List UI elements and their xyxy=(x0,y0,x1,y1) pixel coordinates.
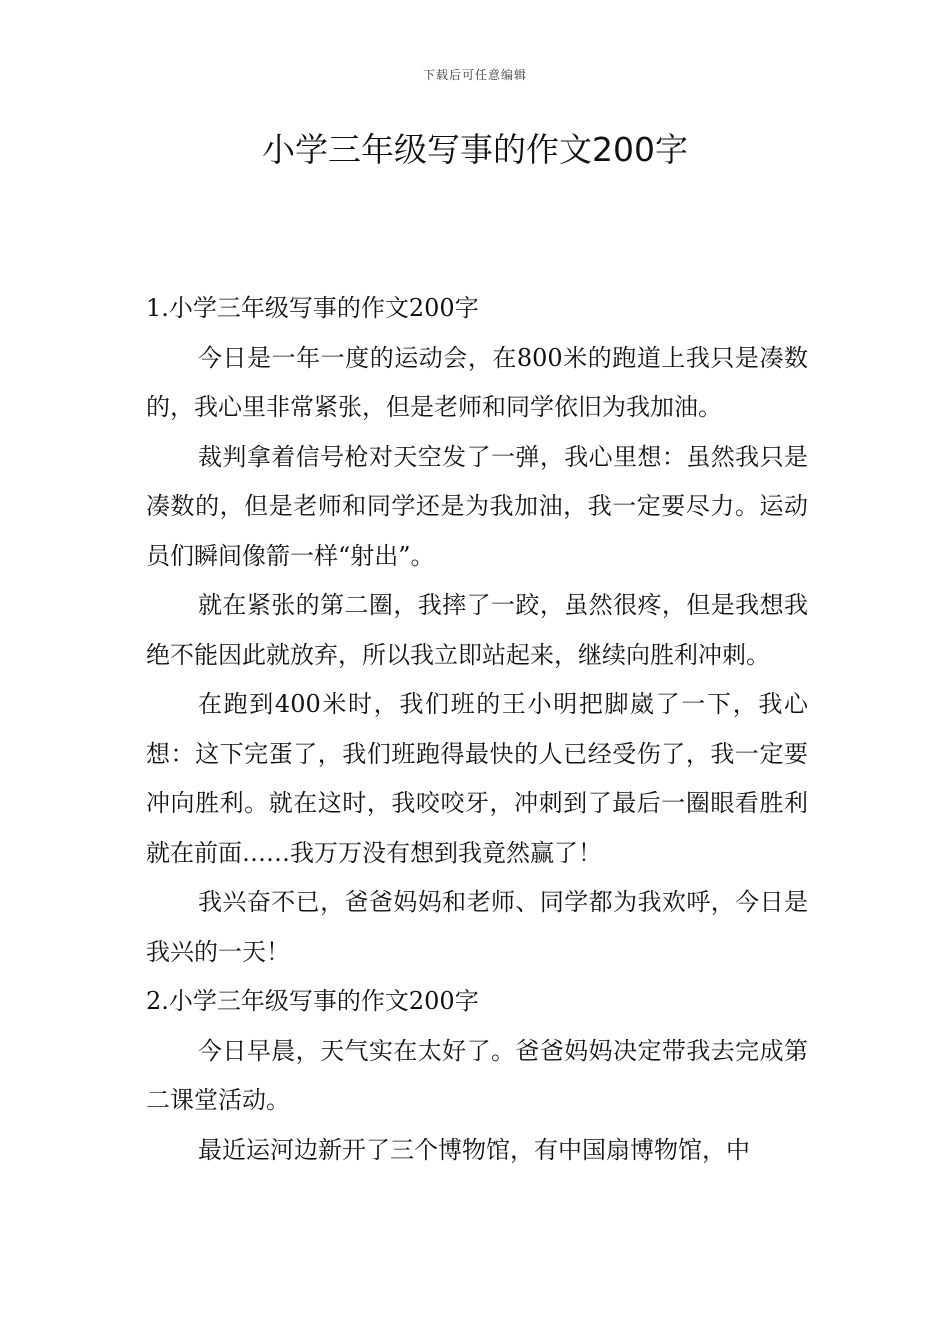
paragraph: 裁判拿着信号枪对天空发了一弹，我心里想：虽然我只是凑数的，但是老师和同学还是为我加油，我一定要尽力。运动员们瞬间像箭一样“射出”。 xyxy=(146,442,808,570)
document-title: 小学三年级写事的作文200字 xyxy=(262,130,688,169)
paragraph: 在跑到400米时，我们班的王小明把脚崴了一下，我心想：这下完蛋了，我们班跑得最快的人已经受伤了，我一定要冲向胜利。就在这时，我咬咬牙，冲刺到了最后一圈眼看胜利就在前面……我万万没有想到我竟然赢了！ xyxy=(146,690,808,867)
document-body xyxy=(146,284,808,1175)
paragraph: 最近运河边新开了三个博物馆，有中国扇博物馆，中 xyxy=(198,1135,750,1164)
section-heading: 1.小学三年级写事的作文200字 xyxy=(146,294,479,322)
paragraph: 今日早晨，天气实在太好了。爸爸妈妈决定带我去完成第二课堂活动。 xyxy=(146,1036,808,1114)
paragraph: 我兴奋不已，爸爸妈妈和老师、同学都为我欢呼，今日是我兴的一天！ xyxy=(146,888,808,966)
section-heading: 2.小学三年级写事的作文200字 xyxy=(146,987,479,1015)
paragraph: 就在紧张的第二圈，我摔了一跤，虽然很疼，但是我想我绝不能因此就放弃，所以我立即站起来，继续向胜利冲刺。 xyxy=(146,591,808,669)
download-note: 下载后可任意编辑 xyxy=(422,68,527,82)
paragraph: 今日是一年一度的运动会，在800米的跑道上我只是凑数的，我心里非常紧张，但是老师和同学依旧为我加油。 xyxy=(146,343,808,421)
